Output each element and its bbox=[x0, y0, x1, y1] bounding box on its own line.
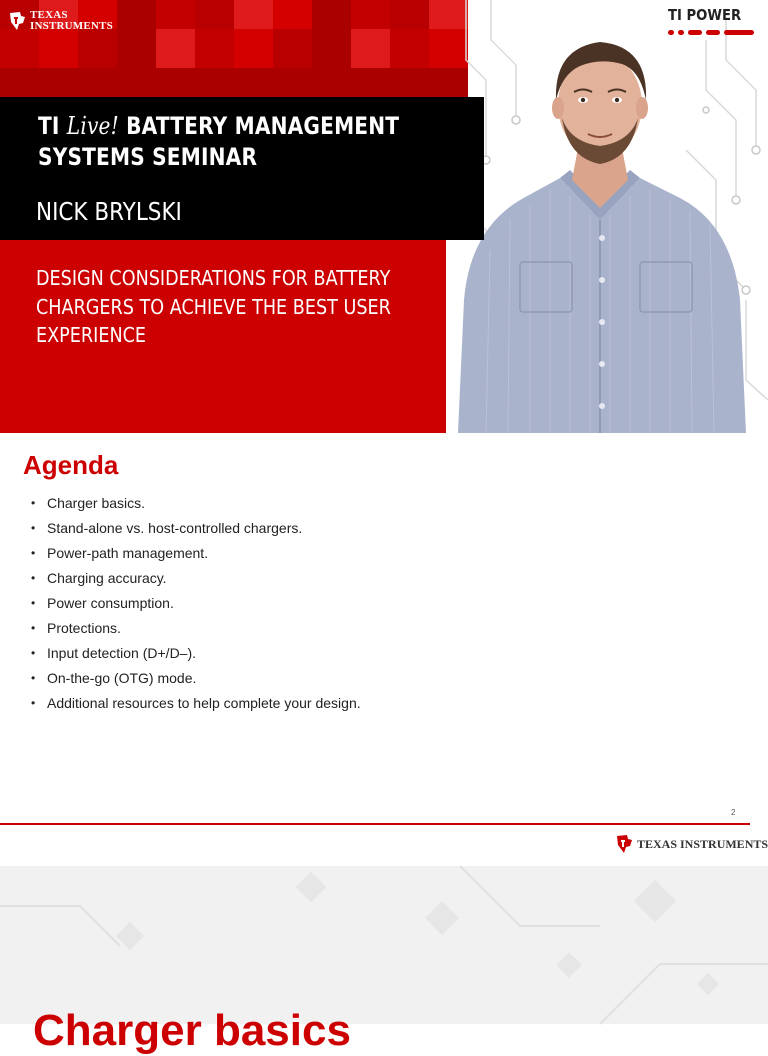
ti-power-label: TI POWER bbox=[668, 6, 742, 24]
agenda-item: • Power consumption. bbox=[31, 591, 361, 616]
checker-cell bbox=[273, 0, 312, 29]
title-live: Live! bbox=[66, 112, 119, 140]
checker-cell bbox=[78, 29, 117, 68]
checker-cell bbox=[0, 29, 39, 68]
agenda-item: • Protections. bbox=[31, 616, 361, 641]
agenda-item: • Input detection (D+/D–). bbox=[31, 641, 361, 666]
ti-logo bbox=[8, 10, 113, 32]
next-slide-pattern bbox=[0, 866, 768, 1024]
page-number: 2 bbox=[731, 808, 736, 817]
checker-cell bbox=[156, 29, 195, 68]
agenda-item: • Stand-alone vs. host-controlled chargers. bbox=[31, 516, 361, 541]
next-slide-partial bbox=[0, 866, 768, 1055]
presenter-photo bbox=[450, 30, 750, 433]
session-subtitle: DESIGN CONSIDERATIONS FOR BATTERY CHARGERS TO ACHIEVE THE BEST USER EXPERIENCE bbox=[36, 266, 391, 347]
agenda-item: • On-the-go (OTG) mode. bbox=[31, 666, 361, 691]
footer-divider bbox=[0, 823, 750, 825]
presenter-name: NICK BRYLSKI bbox=[36, 197, 182, 226]
checker-cell bbox=[117, 29, 156, 68]
next-slide-heading: Charger basics bbox=[33, 1006, 351, 1055]
title-rest: BATTERY MANAGEMENT SYSTEMS SEMINAR bbox=[38, 112, 400, 171]
title-prefix: TI bbox=[38, 112, 60, 140]
seminar-title bbox=[38, 111, 399, 173]
title-box bbox=[0, 97, 484, 240]
ti-state-icon bbox=[8, 11, 26, 31]
checker-cell bbox=[234, 0, 273, 29]
agenda-slide bbox=[0, 433, 768, 866]
checker-cell bbox=[195, 29, 234, 68]
ti-power-badge bbox=[668, 6, 758, 24]
checker-cell bbox=[390, 29, 429, 68]
agenda-item: • Charger basics. bbox=[31, 491, 361, 516]
checker-cell bbox=[351, 29, 390, 68]
checker-cell bbox=[117, 0, 156, 29]
checker-cell bbox=[312, 0, 351, 29]
checker-cell bbox=[195, 0, 234, 29]
footer-logo-text: TEXAS INSTRUMENTS bbox=[637, 836, 768, 851]
agenda-item: • Additional resources to help complete your design. bbox=[31, 691, 361, 716]
checker-cell bbox=[390, 0, 429, 29]
ti-state-icon bbox=[615, 834, 633, 854]
checker-cell bbox=[273, 29, 312, 68]
checker-cell bbox=[156, 0, 195, 29]
checker-cell bbox=[234, 29, 273, 68]
logo-line-1: TEXAS bbox=[30, 9, 68, 21]
agenda-item: • Charging accuracy. bbox=[31, 566, 361, 591]
agenda-list bbox=[31, 491, 361, 716]
ti-footer-logo bbox=[615, 834, 768, 854]
agenda-heading: Agenda bbox=[23, 450, 119, 480]
title-slide bbox=[0, 0, 768, 433]
checker-cell bbox=[351, 0, 390, 29]
logo-line-2: INSTRUMENTS bbox=[30, 20, 113, 32]
agenda-item: • Power-path management. bbox=[31, 541, 361, 566]
checker-cell bbox=[39, 29, 78, 68]
checker-cell bbox=[312, 29, 351, 68]
